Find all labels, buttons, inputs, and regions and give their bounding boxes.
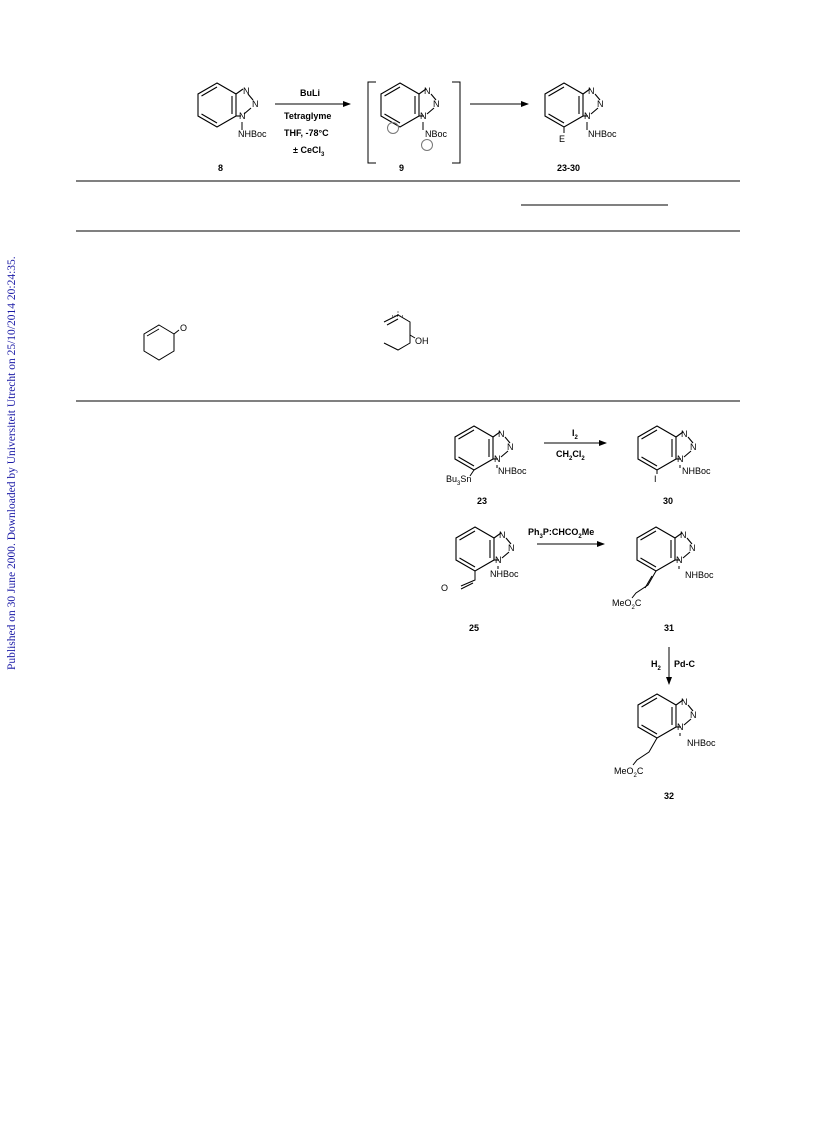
compound-23-30-label: 23-30 bbox=[557, 163, 581, 173]
compound-8-label: 8 bbox=[218, 163, 224, 173]
svg-text:N: N bbox=[499, 530, 506, 540]
table-rules bbox=[76, 181, 740, 401]
svg-text:CH2Cl2: $CH_2Cl_2$ bbox=[556, 449, 585, 462]
compound-23-label: 23 bbox=[477, 496, 488, 506]
compound-25 bbox=[441, 527, 519, 633]
compound-23-30 bbox=[545, 83, 617, 173]
svg-text:E: E bbox=[559, 134, 566, 144]
svg-text:OH: OH bbox=[415, 336, 429, 346]
compound-30 bbox=[638, 426, 711, 506]
svg-text:Tetraglyme: Tetraglyme bbox=[284, 111, 332, 121]
svg-text:N: N bbox=[676, 555, 683, 565]
compound-30-label: 30 bbox=[663, 496, 674, 506]
compound-23 bbox=[446, 426, 527, 506]
svg-text:NHBoc: NHBoc bbox=[682, 466, 711, 476]
svg-text:N: N bbox=[597, 99, 604, 109]
svg-text:Pd-C: Pd-C bbox=[674, 659, 695, 669]
svg-text:N: N bbox=[677, 722, 684, 732]
svg-text:N: N bbox=[252, 99, 259, 109]
svg-text:O: O bbox=[441, 583, 449, 593]
svg-text:MeO2C: MeO$_2$C bbox=[612, 598, 642, 611]
svg-text:N: N bbox=[690, 710, 697, 720]
tertiary-alcohol-structure bbox=[384, 310, 429, 350]
svg-text:± CeCl3: ± CeCl$_3$ bbox=[293, 145, 325, 158]
reaction-arrow-hydrogenation bbox=[651, 647, 695, 684]
svg-text:NHBoc: NHBoc bbox=[588, 129, 617, 139]
svg-text:N: N bbox=[243, 86, 250, 96]
svg-text:N: N bbox=[677, 454, 684, 464]
svg-text:N: N bbox=[433, 99, 440, 109]
svg-text:H2: $H_2$ bbox=[651, 659, 661, 672]
svg-text:N: N bbox=[239, 111, 246, 121]
cyclohexanone-structure bbox=[144, 323, 187, 360]
svg-text:NBoc: NBoc bbox=[425, 129, 448, 139]
svg-text:I2: $I_2$ bbox=[572, 428, 578, 441]
svg-text:N: N bbox=[494, 454, 501, 464]
watermark-text: Published on 30 June 2000. Downloaded by Universiteit Utrecht on 25/10/2014 20:24:35. bbox=[6, 256, 18, 670]
svg-text:O: O bbox=[180, 323, 188, 333]
svg-text:THF, -78°C: THF, -78°C bbox=[284, 128, 329, 138]
reaction-arrow-1 bbox=[275, 88, 350, 158]
compound-31-label: 31 bbox=[664, 623, 675, 633]
svg-text:N: N bbox=[680, 530, 687, 540]
reaction-arrow-iodination bbox=[544, 428, 606, 462]
svg-text:N: N bbox=[495, 555, 502, 565]
svg-text:N: N bbox=[508, 543, 515, 553]
svg-text:NHBoc: NHBoc bbox=[498, 466, 527, 476]
svg-text:N: N bbox=[420, 111, 427, 121]
compound-32 bbox=[614, 694, 716, 801]
compound-25-label: 25 bbox=[469, 623, 480, 633]
svg-text:N: N bbox=[584, 111, 591, 121]
svg-text:Ph3P:CHCO2Me: $Ph_3P:CHCO_2Me$ bbox=[528, 527, 595, 540]
compound-8 bbox=[198, 83, 267, 173]
svg-text:NHBoc: NHBoc bbox=[238, 129, 267, 139]
svg-text:N: N bbox=[689, 543, 696, 553]
svg-text:NHBoc: NHBoc bbox=[687, 738, 716, 748]
svg-text:I: I bbox=[654, 474, 657, 484]
svg-text:N: N bbox=[588, 86, 595, 96]
svg-text:N: N bbox=[690, 442, 697, 452]
svg-text:BuLi: BuLi bbox=[300, 88, 320, 98]
svg-text:N: N bbox=[424, 86, 431, 96]
svg-text:MeO2C: MeO$_2$C bbox=[614, 766, 644, 779]
svg-text:N: N bbox=[498, 429, 505, 439]
compound-9-label: 9 bbox=[399, 163, 405, 173]
svg-text:N: N bbox=[681, 429, 688, 439]
compound-32-label: 32 bbox=[664, 791, 675, 801]
svg-text:NHBoc: NHBoc bbox=[685, 570, 714, 580]
svg-text:N: N bbox=[507, 442, 514, 452]
compound-31 bbox=[612, 527, 714, 633]
compound-9 bbox=[368, 82, 460, 173]
svg-text:NHBoc: NHBoc bbox=[490, 569, 519, 579]
svg-text:N: N bbox=[681, 697, 688, 707]
reaction-arrow-wittig bbox=[528, 527, 604, 544]
svg-text:Bu3Sn: $Bu_3Sn$ bbox=[446, 474, 472, 487]
